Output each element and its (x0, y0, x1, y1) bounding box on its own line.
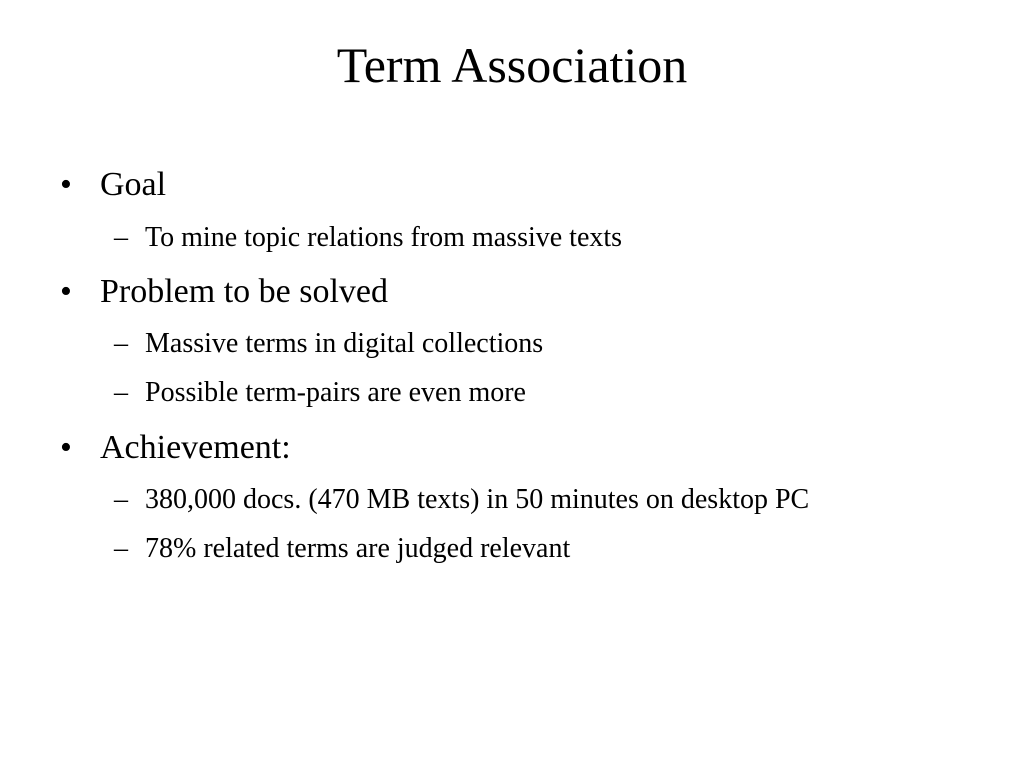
bullet-text: Achievement: (100, 429, 291, 466)
sub-bullet-text: 78% related terms are judged relevant (145, 533, 571, 564)
bullet-marker: • (60, 166, 72, 203)
dash-marker: – (114, 328, 128, 359)
bullet-text: Problem to be solved (100, 273, 389, 310)
dash-marker: – (114, 484, 128, 515)
sub-bullet-text: 380,000 docs. (470 MB texts) in 50 minutes on desktop PC (145, 484, 810, 515)
dash-marker: – (114, 222, 128, 253)
dash-marker: – (114, 377, 128, 408)
sub-bullet-text: Massive terms in digital collections (145, 328, 544, 359)
bullet-marker: • (60, 273, 72, 310)
sub-bullet-text: Possible term-pairs are even more (145, 377, 526, 408)
dash-marker: – (114, 533, 128, 564)
sub-bullet-text: To mine topic relations from massive texts (145, 222, 623, 253)
bullet-marker: • (60, 429, 72, 466)
bullet-text: Goal (100, 166, 167, 203)
slide-title: Term Association (336, 37, 688, 93)
